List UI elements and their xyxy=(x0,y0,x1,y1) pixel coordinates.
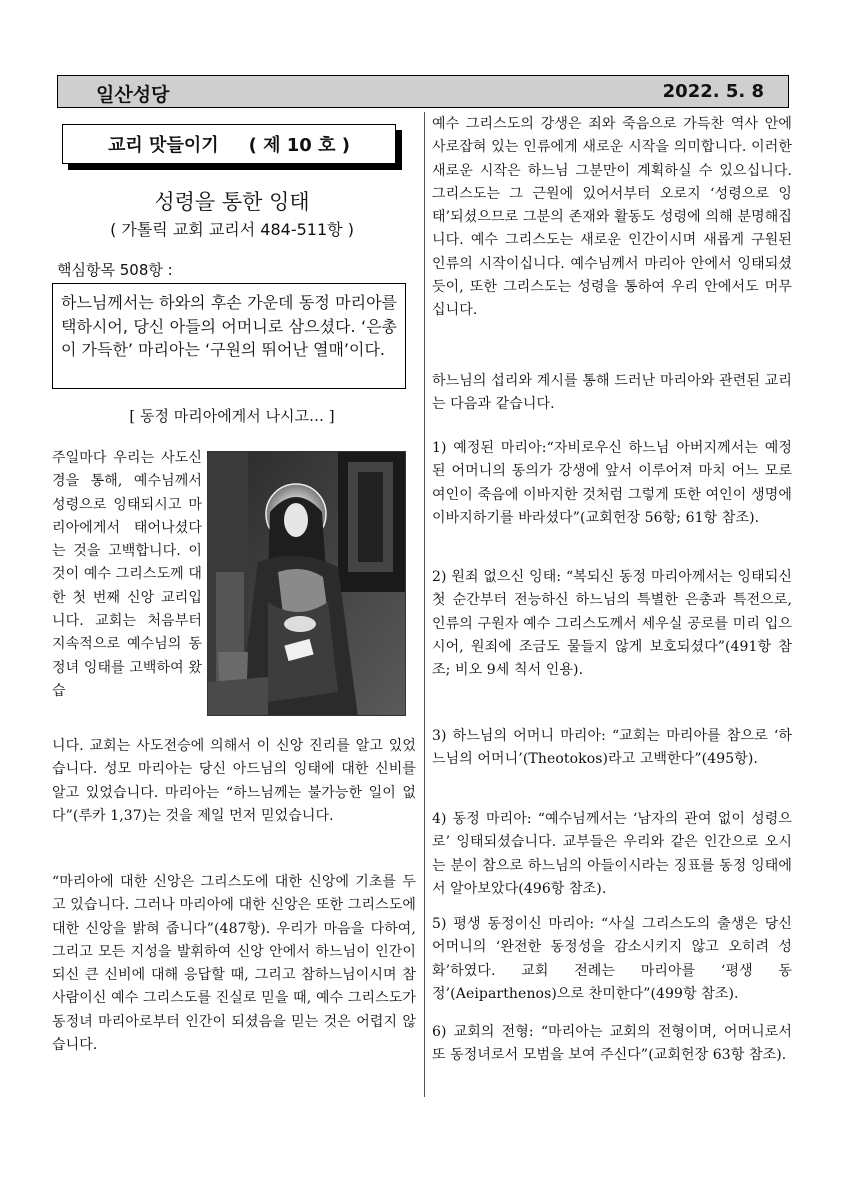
section-heading: [ 동정 마리아에게서 나시고… ] xyxy=(129,407,335,425)
intro-paragraph: 주일마다 우리는 사도신경을 통해, 예수님께서 성령으로 잉태되시고 마리아에게서 태어나셨다는 것을 고백합니다. 이것이 예수 그리스도께 대한 첫 번째 신앙 교리입니다. 교회는 처음부터 지속적으로 예수님의 동정녀 잉태를 고백하여 왔습 xyxy=(52,450,202,699)
article-title: 성령을 통한 잉태 xyxy=(154,190,310,214)
doctrine-item-2: 2) 원죄 없으신 잉태: “복되신 동정 마리아께서는 잉태되신 첫 순간부터 전능하신 하느님의 특별한 은총과 특전으로, 인류의 구원자 예수 그리스도께서 세우실 공로를 미리 입으시어, 원죄에 조금도 물들지 않게 보호되셨다”(491항 참조; 비오 9세 칙서 인용). xyxy=(432,569,792,679)
doctrine-item-4: 4) 동정 마리아: “예수님께서는 ‘남자의 관여 없이 성령으로’ 잉태되셨습니다. 교부들은 우리와 같은 인간으로 오시는 분이 참으로 하느님의 아들이시라는 징표를 동정 잉태에서 알아보았다(496항 참조). xyxy=(432,811,792,897)
issue-date: 2022. 5. 8 xyxy=(662,81,764,102)
column-divider xyxy=(424,112,425,1097)
doctrine-intro-paragraph: 하느님의 섭리와 계시를 통해 드러난 마리아와 관련된 교리는 다음과 같습니다. xyxy=(432,373,792,413)
key-item-box: 하느님께서는 하와의 후손 가운데 동정 마리아를 택하시어, 당신 아들의 어머니로 삼으셨다. ‘은총이 가득한’ 마리아는 ‘구원의 뛰어난 열매’이다. xyxy=(52,283,406,389)
key-item-label: 핵심항목 508항 : xyxy=(57,261,173,279)
doctrine-item-3: 3) 하느님의 어머니 마리아: “교회는 마리아를 참으로 ‘하느님의 어머니’(Theotokos)라고 고백한다”(495항). xyxy=(432,728,792,768)
series-title: 교리 맛들이기 xyxy=(108,135,219,156)
parish-name: 일산성당 xyxy=(96,84,170,106)
doctrine-item-1: 1) 예정된 마리아:“자비로우신 하느님 아버지께서는 예정된 어머니의 동의가 강생에 앞서 이루어져 마치 어느 모로 여인이 죽음에 이바지한 것처럼 그렇게 또한 여인이 생명에 이바지하기를 바라셨다”(교회헌장 56항; 61항 참조). xyxy=(432,440,792,526)
intro-paragraph-continued: 니다. 교회는 사도전승에 의해서 이 신앙 진리를 알고 있었습니다. 성모 마리아는 당신 아드님의 잉태에 대한 신비를 알고 있었습니다. 마리아는 “하느님께는 불가능한 일이 없다”(루카 1,37)는 것을 제일 먼저 믿었습니다. xyxy=(52,738,416,824)
doctrine-item-5: 5) 평생 동정이신 마리아: “사실 그리스도의 출생은 당신 어머니의 ‘완전한 동정성을 감소시키지 않고 오히려 성화’하였다. 교회 전례는 마리아를 ‘평생 동정’(Aeiparthenos)으로 찬미한다”(499항 참조). xyxy=(432,916,792,1002)
page-header xyxy=(57,75,789,108)
incarnation-paragraph: 예수 그리스도의 강생은 죄와 죽음으로 가득찬 역사 안에 사로잡혀 있는 인류에게 새로운 시작을 의미합니다. 이러한 새로운 시작은 하느님 그분만이 계획하실 수 있으십니다. 그리스도는 그 근원에 있어서부터 오로지 ‘성령으로 잉태’되셨으므로 그분의 존재와 활동도 성령에 의해 분명해집니다. 예수 그리스도는 새로운 인간이시며 새롭게 구원된 인류의 시작이십니다. 예수님께서 마리아 안에서 잉태되셨듯이, 또한 그리스도는 성령을 통하여 우리 안에서도 머무십니다. xyxy=(432,116,792,319)
annunciation-painting xyxy=(207,451,406,716)
faith-paragraph: “마리아에 대한 신앙은 그리스도에 대한 신앙에 기초를 두고 있습니다. 그러나 마리아에 대한 신앙은 또한 그리스도에 대한 신앙을 밝혀 줍니다”(487항). 우리가 마음을 다하여, 그리고 모든 지성을 발휘하여 신앙 안에서 하느님이 인간이 되신 큰 신비에 대해 응답할 때, 그리고 참하느님이시며 참사람이신 예수 그리스도를 진실로 믿을 때, 예수 그리스도가 동정녀 마리아로부터 인간이 되셨음을 믿는 것은 어렵지 않습니다. xyxy=(52,874,416,1054)
doctrine-item-6: 6) 교회의 전형: “마리아는 교회의 전형이며, 어머니로서 또 동정녀로서 모범을 보여 주신다”(교회헌장 63항 참조). xyxy=(432,1024,792,1064)
series-title-box xyxy=(62,124,396,164)
article-subtitle: ( 가톨릭 교회 교리서 484-511항 ) xyxy=(110,220,354,239)
issue-number: ( 제 10 호 ) xyxy=(248,135,350,156)
